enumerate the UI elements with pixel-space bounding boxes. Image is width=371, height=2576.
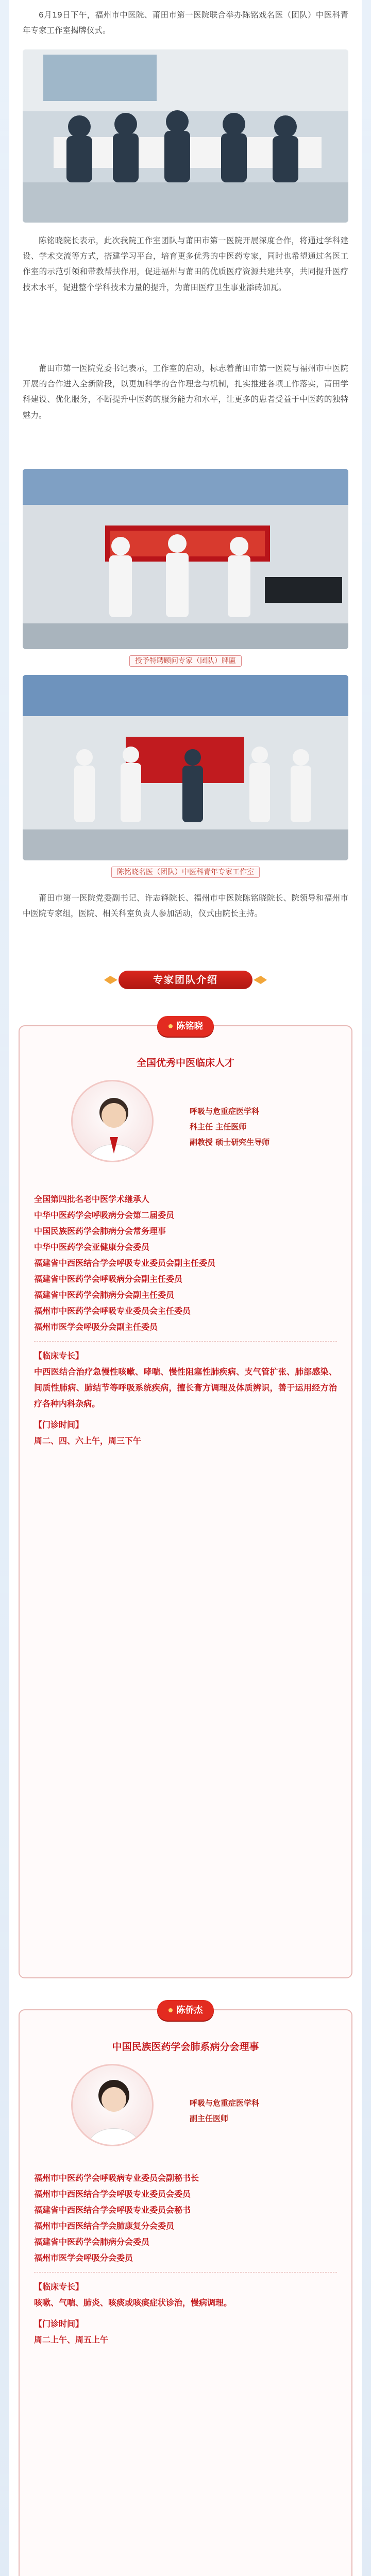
caption-plaque-text: 授予特聘顾问专家（团队）牌匾 — [129, 655, 242, 667]
intro-block-2 — [23, 233, 348, 295]
specialty-text: 咳嗽、气喘、肺炎、咳痰或咳痰症状诊治，慢病调理。 — [34, 2298, 232, 2308]
right-ornament-icon — [252, 974, 268, 986]
role-line: 全国第四批名老中医学术继承人 — [34, 1194, 150, 1204]
role-line: 福建省中医药学会肺病分会副主任委员 — [34, 1290, 175, 1300]
expert-roles — [34, 1191, 337, 1449]
photo-plaque — [23, 469, 348, 649]
dept-line: 呼吸与危重症医学科 — [190, 2098, 260, 2108]
hours-text: 周二上午、周五上午 — [34, 2335, 109, 2345]
role-line: 福建省中医药学会肺病分会委员 — [34, 2237, 150, 2247]
role-line: 福建省中西医结合学会呼吸专业委员会秘书 — [34, 2205, 191, 2215]
role-line: 福州市中西医结合学会呼吸专业委员会委员 — [34, 2189, 191, 2199]
hours-title: 【门诊时间】 — [34, 1420, 84, 1430]
expert-portrait — [71, 2064, 154, 2146]
caption-workshop — [0, 867, 371, 877]
expert-dept — [190, 2095, 259, 2126]
intro-block — [23, 7, 348, 38]
caption-plaque — [0, 655, 371, 666]
role-line: 中国民族医药学会肺病分会常务理事 — [34, 1226, 166, 1236]
expert-roles — [34, 2170, 337, 2348]
intro-paragraph-1: 6月19日下午，福州市中医院、莆田市第一医院联合举办陈铭戏名医（团队）中医科青年专家工作室揭牌仪式。 — [23, 10, 348, 36]
expert-headline: 中国民族医药学会肺系病分会理事 — [112, 2041, 259, 2053]
specialty-text: 中西医结合治疗急慢性咳嗽、哮喘、慢性阻塞性肺疾病、支气管扩张、肺部感染、间质性肺病、肺结节等呼吸系统疾病，擅长膏方调理及体质辨识，善于运用经方治疗各种内科杂病。 — [34, 1367, 337, 1409]
intro-paragraph-4: 莆田市第一医院党委副书记、许志锋院长、福州市中医院陈铭晓院长、院领导和福州市中医院专家组，医院、相关科室负责人参加活动，仪式由院长主持。 — [23, 893, 348, 919]
role-line: 中华中医药学会呼吸病分会第二届委员 — [34, 1210, 175, 1220]
intro-block-4 — [23, 890, 348, 921]
role-line: 福建省中西医结合学会呼吸专业委员会副主任委员 — [34, 1258, 216, 1268]
dept-line: 科主任 主任医师 — [190, 1122, 247, 1131]
hours-text: 周二、四、六上午，周三下午 — [34, 1436, 142, 1446]
intro-paragraph-3: 莆田市第一医院党委书记表示，工作室的启动，标志着莆田市第一医院与福州市中医院开展的合作进入全新阶段，以更加科学的合作理念与机制，扎实推进各项工作落实，莆田学科建设、优化服务，不断提升中医药的服务能力和水平，让更多的患者受益于中医药的独特魅力。 — [23, 364, 348, 420]
portrait-icon — [73, 1081, 154, 1162]
expert-card-1 — [19, 1021, 352, 1978]
hours-title: 【门诊时间】 — [34, 2319, 84, 2329]
role-line: 福州市医学会呼吸分会副主任委员 — [34, 1322, 158, 1332]
expert-portrait — [71, 1080, 154, 1162]
role-line: 福州市中医药学会呼吸专业委员会主任委员 — [34, 1306, 191, 1316]
role-line: 福建省中医药学会呼吸病分会副主任委员 — [34, 1274, 183, 1284]
photo-workshop — [23, 675, 348, 860]
role-line: 福州市医学会呼吸分会委员 — [34, 2253, 133, 2263]
specialty-title: 【临床专长】 — [34, 2282, 84, 2292]
left-ornament-icon — [103, 974, 119, 986]
expert-name: 陈铭晓 — [176, 1021, 203, 1031]
expert-name-tag — [157, 2000, 214, 2021]
expert-name: 陈侨杰 — [176, 2005, 203, 2015]
role-line: 中华中医药学会亚健康分会委员 — [34, 1242, 150, 1252]
photo-meeting — [23, 49, 348, 223]
specialty-title: 【临床专长】 — [34, 1351, 84, 1361]
dept-line: 副主任医师 — [190, 2114, 229, 2123]
expert-dept — [190, 1104, 269, 1150]
role-line: 福州市中西医结合学会肺康复分会委员 — [34, 2221, 175, 2231]
expert-card-2 — [19, 2005, 352, 2576]
role-line: 福州市中医药学会呼吸病专业委员会副秘书长 — [34, 2173, 199, 2183]
intro-paragraph-2: 陈铭晓院长表示，此次我院工作室团队与莆田市第一医院开展深度合作，将通过学科建设、学术交流等方式，搭建学习平台，培育更多优秀的中医药专家，同时也希望通过名医工作室的示范引领和带教帮扶作用，促进福州与莆田的优质医疗资源共建共享，共同提升医疗技术水平，促进整个学科技术力量的提升，为莆田医疗卫生事业添砖加瓦。 — [23, 236, 348, 292]
caption-workshop-text: 陈铭晓名医（团队）中医科青年专家工作室 — [111, 867, 260, 878]
expert-name-tag — [157, 1016, 214, 1037]
dept-line: 呼吸与危重症医学科 — [190, 1107, 260, 1116]
expert-headline: 全国优秀中医临床人才 — [136, 1057, 234, 1069]
section-banner — [103, 964, 268, 994]
intro-block-3 — [23, 361, 348, 423]
section-banner-label: 专家团队介绍 — [119, 971, 252, 989]
dept-line: 副教授 硕士研究生导师 — [190, 1138, 270, 1147]
portrait-icon — [73, 2065, 154, 2146]
